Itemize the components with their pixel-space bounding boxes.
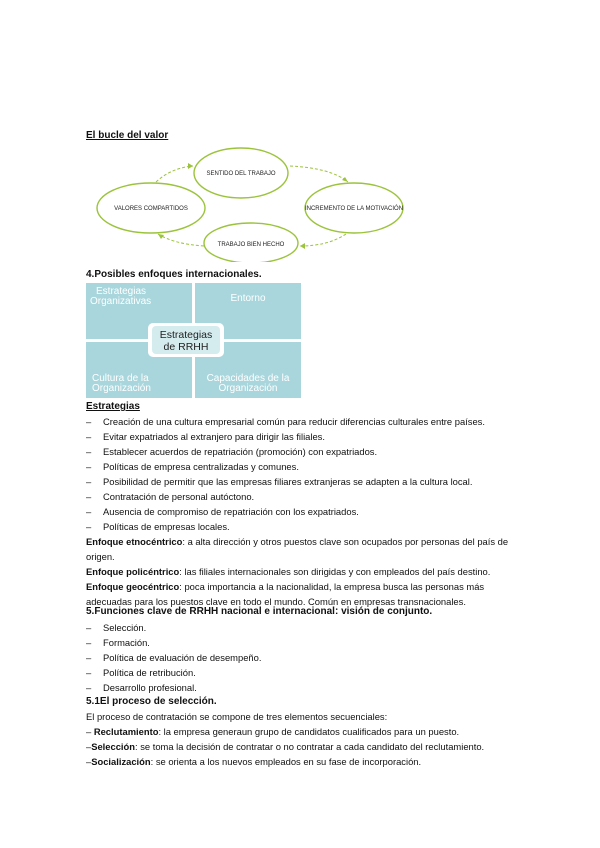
- cycle-arrow-bottom-left: [158, 234, 204, 246]
- estrategia-item: – Posibilidad de permitir que las empresas filiares extranjeras se adapten a la cultura local.: [86, 474, 516, 489]
- matrix-center-label-1: Estrategias: [159, 329, 213, 341]
- cycle-node-label-left: VALORES COMPARTIDOS: [114, 206, 188, 212]
- enfoques-container: [86, 534, 516, 609]
- heading-bucle-del-valor: El bucle del valor: [86, 130, 169, 141]
- cycle-node-label-top: SENTIDO DEL TRABAJO: [206, 171, 276, 177]
- cycle-arrow-left-top: [156, 166, 193, 182]
- cycle-arrowhead-2: [300, 243, 305, 249]
- funcion-item: – Política de evaluación de desempeño.: [86, 650, 516, 665]
- funcion-item: – Selección.: [86, 620, 516, 635]
- cycle-node-label-right: INCREMENTO DE LA MOTIVACIÓN: [304, 206, 404, 212]
- estrategias-list: [86, 414, 516, 534]
- heading-section-4: 4.Posibles enfoques internacionales.: [86, 269, 262, 280]
- enfoque-etnocentrico: Enfoque etnocéntrico: a alta dirección y otros puestos clave son ocupados por personas del país de origen.: [86, 536, 509, 562]
- estrategia-item: – Creación de una cultura empresarial común para reducir diferencias culturales entre países.: [86, 414, 516, 429]
- matrix-label-bottom-left-1: Cultura de la: [92, 373, 149, 384]
- matrix-label-top-left-1: Estrategias: [96, 286, 147, 297]
- estrategia-item: – Evitar expatriados al extranjero para dirigir las filiales.: [86, 429, 516, 444]
- matrix-label-bottom-left-2: Organización: [92, 383, 151, 394]
- estrategia-item: – Políticas de empresas locales.: [86, 519, 516, 534]
- proceso-reclutamiento: – Reclutamiento: la empresa generaun grupo de candidatos cualificados para un puesto.: [86, 726, 460, 737]
- funcion-item: – Desarrollo profesional.: [86, 680, 516, 695]
- enfoque-geocentrico: Enfoque geocéntrico: poca importancia a la nacionalidad, la empresa busca las personas más adecuadas para los puestos clave en todo el mundo. Común en empresas transnacionales.: [86, 581, 485, 607]
- cycle-arrowhead-4: [188, 163, 193, 169]
- matrix-label-top-left-2: Organizativas: [90, 296, 152, 307]
- hr-strategy-matrix: [86, 283, 301, 398]
- estrategia-item: – Ausencia de compromiso de repatriación con los expatriados.: [86, 504, 516, 519]
- matrix-label-bottom-right-1: Capacidades de la: [206, 373, 290, 384]
- funciones-list: [86, 620, 516, 695]
- cycle-arrowhead-1: [342, 177, 348, 182]
- proceso-container: [86, 709, 516, 769]
- proceso-intro: El proceso de contratación se compone de tres elementos secuenciales:: [86, 711, 388, 722]
- value-cycle-diagram: [96, 142, 426, 262]
- heading-section-5-1: 5.1El proceso de selección.: [86, 696, 217, 707]
- proceso-socializacion: –Socialización: se orienta a los nuevos empleados en su fase de incorporación.: [86, 756, 422, 767]
- matrix-label-bottom-right-2: Organización: [218, 383, 278, 394]
- matrix-label-top-right: Entorno: [230, 293, 266, 304]
- cycle-arrow-right-bottom: [300, 234, 346, 246]
- cycle-arrow-top-right: [290, 166, 348, 182]
- funcion-item: – Formación.: [86, 635, 516, 650]
- estrategias-list-container: [86, 414, 516, 534]
- estrategia-item: – Establecer acuerdos de repatriación (promoción) con expatriados.: [86, 444, 516, 459]
- heading-section-5: 5.Funciones clave de RRHH nacional e internacional: visión de conjunto.: [86, 606, 433, 617]
- estrategia-item: – Políticas de empresa centralizadas y comunes.: [86, 459, 516, 474]
- heading-estrategias: Estrategias: [86, 401, 140, 412]
- proceso-seleccion: –Selección: se toma la decisión de contratar o no contratar a cada candidato del reclutamiento.: [86, 741, 485, 752]
- funcion-item: – Política de retribución.: [86, 665, 516, 680]
- cycle-node-label-bottom: TRABAJO BIEN HECHO: [217, 242, 285, 248]
- estrategia-item: – Contratación de personal autóctono.: [86, 489, 516, 504]
- funciones-list-container: [86, 620, 516, 695]
- enfoque-policentrico: Enfoque policéntrico: las filiales internacionales son dirigidas y con empleados del país destino.: [86, 566, 491, 577]
- matrix-center-label-2: de RRHH: [163, 341, 209, 353]
